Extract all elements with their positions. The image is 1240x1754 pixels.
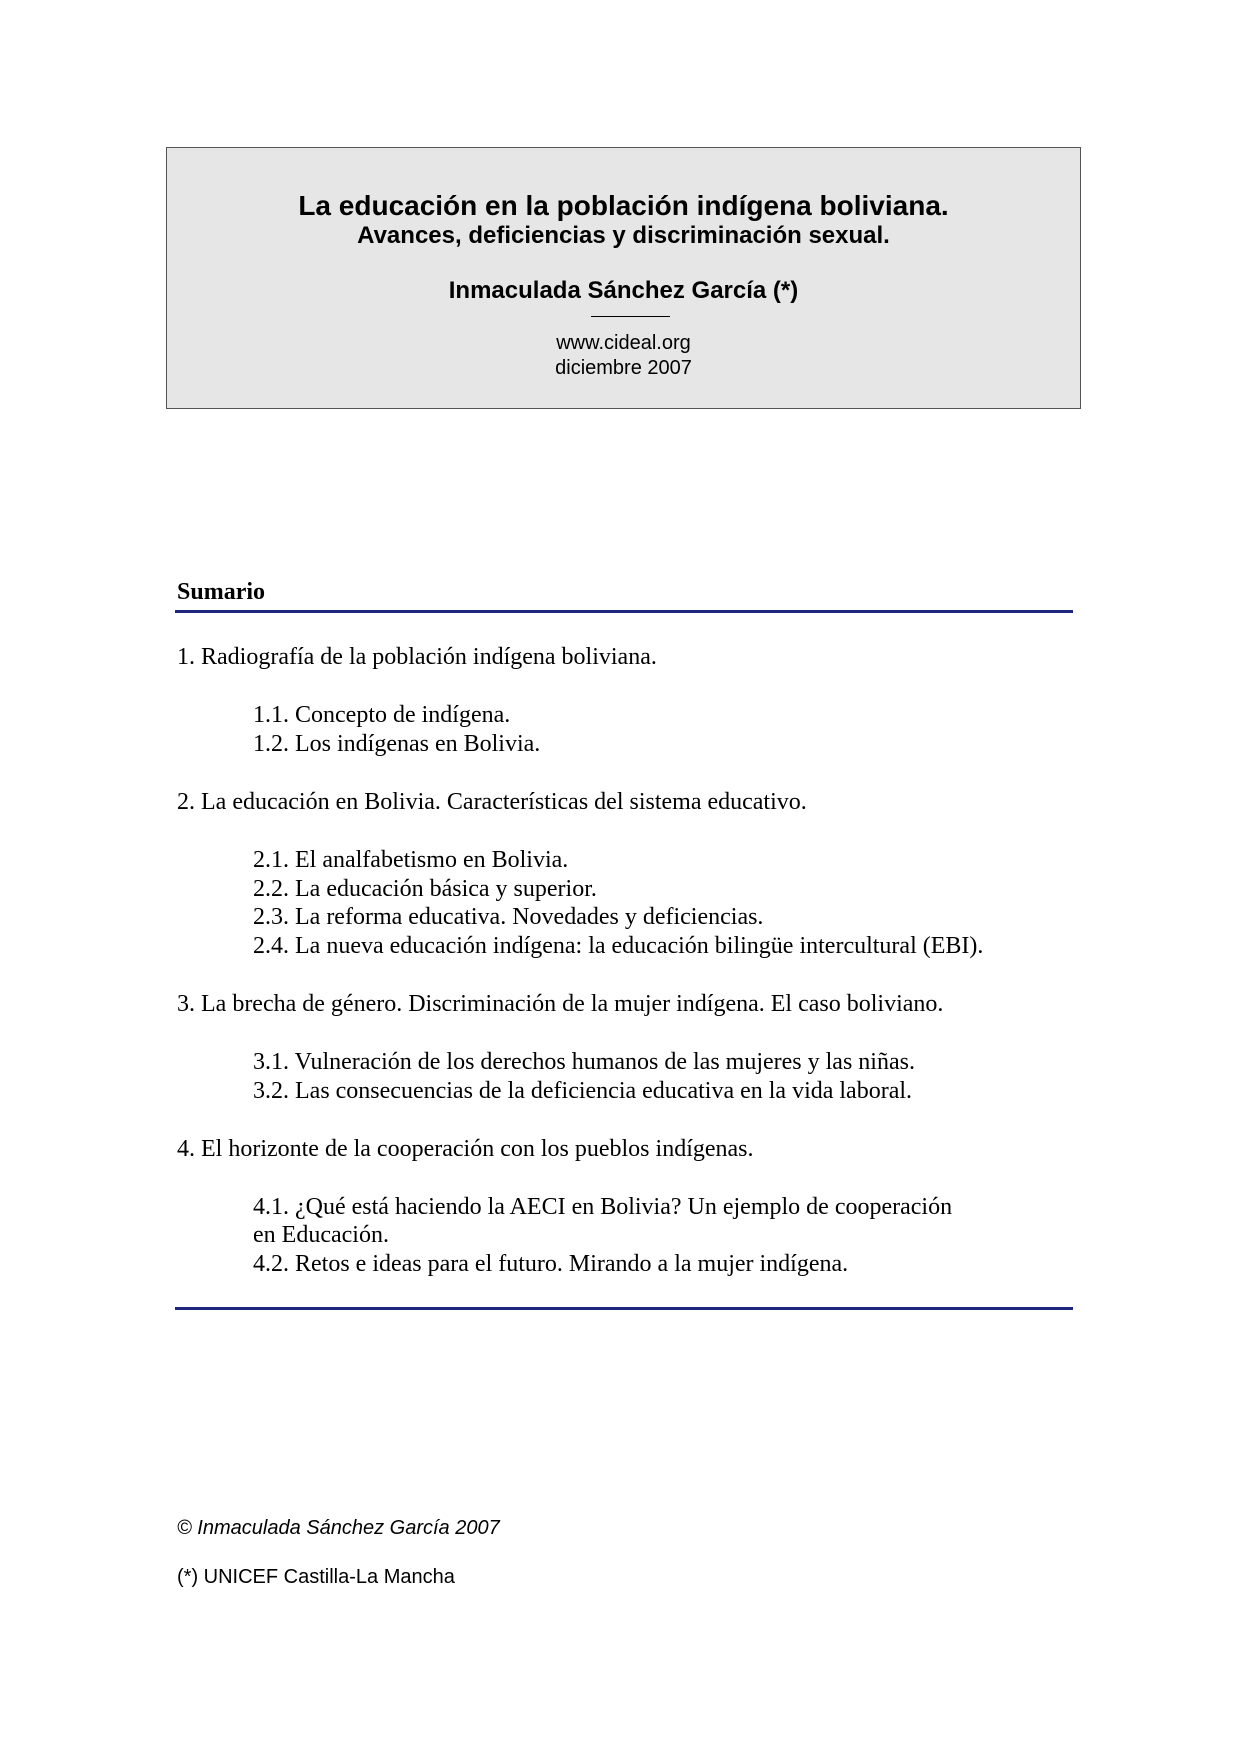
- summary-bottom-rule: [175, 1307, 1073, 1310]
- toc-subsection-2-4: 2.4. La nueva educación indígena: la educación bilingüe intercultural (EBI).: [253, 933, 984, 959]
- toc-subsection-2-2: 2.2. La educación básica y superior.: [253, 876, 597, 902]
- toc-subsection-3-1: 3.1. Vulneración de los derechos humanos de las mujeres y las niñas.: [253, 1049, 915, 1075]
- author-affiliation: (*) UNICEF Castilla-La Mancha: [177, 1566, 455, 1588]
- toc-subsection-4-2: 4.2. Retos e ideas para el futuro. Mirando a la mujer indígena.: [253, 1251, 849, 1277]
- toc-subsection-2-1: 2.1. El analfabetismo en Bolivia.: [253, 847, 569, 873]
- toc-section-4: 4. El horizonte de la cooperación con los pueblos indígenas.: [177, 1136, 754, 1162]
- toc-subsection-2-3: 2.3. La reforma educativa. Novedades y deficiencias.: [253, 904, 764, 930]
- author-name: Inmaculada Sánchez García (*): [448, 277, 799, 304]
- author-divider: [591, 316, 670, 317]
- toc-subsection-4-1-cont: en Educación.: [253, 1222, 389, 1248]
- summary-heading: Sumario: [177, 579, 266, 605]
- toc-subsection-3-2: 3.2. Las consecuencias de la deficiencia educativa en la vida laboral.: [253, 1078, 913, 1104]
- copyright-notice: © Inmaculada Sánchez García 2007: [177, 1517, 500, 1539]
- toc-subsection-1-2: 1.2. Los indígenas en Bolivia.: [253, 731, 541, 757]
- toc-section-1: 1. Radiografía de la población indígena boliviana.: [177, 644, 657, 670]
- toc-subsection-4-1: 4.1. ¿Qué está haciendo la AECI en Bolivia? Un ejemplo de cooperación: [253, 1194, 953, 1220]
- document-title: La educación en la población indígena boliviana.: [298, 190, 949, 221]
- title-box: [166, 147, 1081, 409]
- document-subtitle: Avances, deficiencias y discriminación sexual.: [357, 222, 890, 249]
- website-text: www.cideal.org: [556, 332, 691, 354]
- toc-section-2: 2. La educación en Bolivia. Características del sistema educativo.: [177, 789, 807, 815]
- toc-subsection-1-1: 1.1. Concepto de indígena.: [253, 702, 511, 728]
- toc-section-3: 3. La brecha de género. Discriminación de la mujer indígena. El caso boliviano.: [177, 991, 944, 1017]
- summary-top-rule: [175, 610, 1073, 613]
- publication-date: diciembre 2007: [555, 357, 692, 379]
